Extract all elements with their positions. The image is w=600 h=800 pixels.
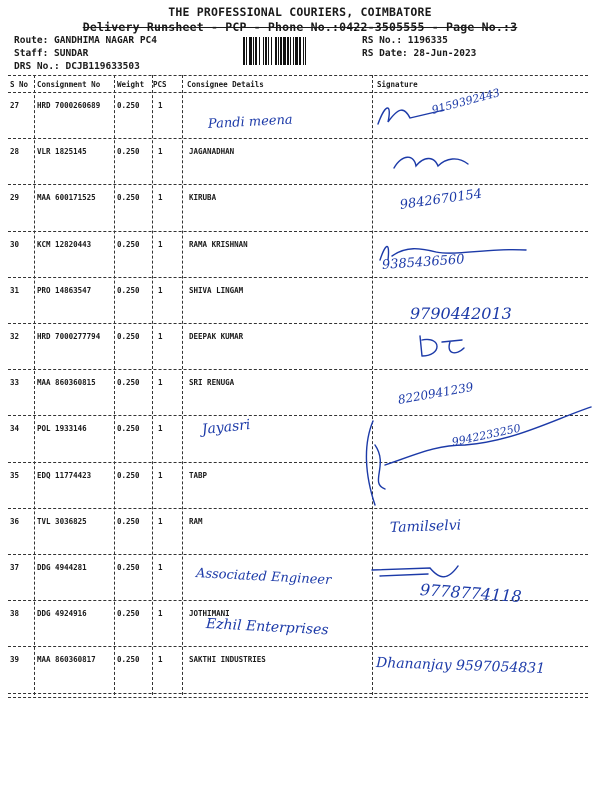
row-weight: 0.250 — [117, 424, 140, 434]
handwritten-signature-text: 9942233250 — [450, 421, 522, 449]
staff-label: Staff: SUNDAR — [14, 48, 89, 59]
row-consignee-details: JAGANADHAN — [189, 147, 235, 157]
row-consignment-no: PRO 14863547 — [37, 285, 92, 295]
row-consignee-details: JOTHIMANI — [189, 609, 230, 619]
signature-scribble — [355, 405, 595, 515]
handwritten-consignee-note: Pandi meena — [207, 112, 294, 132]
row-consignment-no: HRD 7000277794 — [37, 332, 101, 341]
row-divider — [8, 231, 588, 232]
handwritten-signature-text: 9778774118 — [419, 580, 523, 607]
row-weight: 0.250 — [117, 563, 140, 572]
runsheet-meta-right — [362, 34, 476, 60]
barcode-image — [242, 37, 357, 65]
row-weight: 0.250 — [117, 239, 140, 249]
row-divider — [8, 184, 588, 185]
row-pcs: 1 — [158, 516, 163, 526]
table-row — [0, 511, 600, 556]
row-pcs: 1 — [158, 563, 163, 572]
row-divider — [8, 693, 588, 694]
row-consignment-no: POL 1933146 — [37, 424, 87, 434]
table-row — [0, 187, 600, 232]
row-divider — [8, 554, 588, 555]
row-divider — [8, 323, 588, 324]
rs-number: RS No.: 1196335 — [362, 35, 448, 46]
row-weight: 0.250 — [117, 193, 140, 203]
row-sno: 35 — [10, 470, 20, 480]
row-weight: 0.250 — [117, 470, 140, 480]
row-pcs: 1 — [158, 332, 163, 341]
table-row — [0, 141, 600, 186]
row-weight: 0.250 — [117, 609, 140, 619]
handwritten-signature-text: 9790442013 — [410, 304, 512, 323]
row-divider — [8, 138, 588, 139]
row-divider — [8, 277, 588, 278]
row-sno: 33 — [10, 378, 20, 388]
col-header-pcs: PCS — [153, 80, 167, 89]
handwritten-signature-text: 9842670154 — [398, 186, 483, 213]
row-sno: 30 — [10, 239, 20, 249]
row-consignee-details: SRI RENUGA — [189, 378, 235, 388]
row-weight: 0.250 — [117, 378, 140, 388]
row-pcs: 1 — [158, 193, 163, 203]
row-consignment-no: DDG 4924916 — [37, 609, 87, 619]
drs-number: DRS No.: DCJB119633503 — [14, 61, 140, 72]
row-pcs: 1 — [158, 101, 163, 110]
row-sno: 31 — [10, 285, 20, 295]
handwritten-signature-text: 8220941239 — [396, 379, 475, 407]
row-sno: 34 — [10, 424, 20, 434]
row-consignment-no: DDG 4944281 — [37, 563, 87, 572]
signature-scribble — [374, 98, 454, 132]
row-consignment-no: KCM 12820443 — [37, 239, 92, 249]
row-consignee-details: SAKTHI INDUSTRIES — [189, 655, 266, 665]
handwritten-signature-text: Dhananjay 9597054831 — [375, 655, 546, 677]
row-sno: 32 — [10, 332, 20, 341]
signature-scribble — [376, 240, 536, 266]
row-pcs: 1 — [158, 655, 163, 665]
col-header-consignment: Consignment No — [37, 80, 101, 89]
row-sno: 36 — [10, 516, 20, 526]
row-pcs: 1 — [158, 147, 163, 157]
row-sno: 39 — [10, 655, 20, 665]
row-consignee-details: TABP — [189, 470, 208, 480]
row-consignment-no: MAA 600171525 — [37, 193, 96, 203]
row-sno: 37 — [10, 563, 20, 572]
row-consignee-details: KIRUBA — [189, 193, 217, 203]
rs-date: RS Date: 28-Jun-2023 — [362, 48, 477, 59]
row-weight: 0.250 — [117, 101, 140, 110]
table-header-rule — [8, 92, 588, 93]
company-title: THE PROFESSIONAL COURIERS, COIMBATORE — [168, 5, 432, 19]
col-header-details: Consignee Details — [187, 80, 264, 89]
row-consignment-no: MAA 860360817 — [37, 655, 96, 665]
row-consignee-details: SHIVA LINGAM — [189, 285, 244, 295]
route-label: Route: GANDHIMA NAGAR PC4 — [14, 35, 157, 46]
table-top-rule — [8, 75, 588, 76]
row-consignee-details: RAM — [189, 516, 203, 526]
handwritten-consignee-note: Jayasri — [201, 416, 252, 438]
signature-scribble — [370, 560, 460, 586]
row-sno: 27 — [10, 101, 20, 110]
row-sno: 38 — [10, 609, 20, 619]
row-weight: 0.250 — [117, 516, 140, 526]
row-consignment-no: VLR 1825145 — [37, 147, 87, 157]
row-weight: 0.250 — [117, 655, 140, 665]
handwritten-signature-text: 9385436560 — [381, 252, 466, 273]
handwritten-signature-text: 9159392443 — [430, 86, 502, 117]
table-row — [0, 326, 600, 371]
row-consignment-no: HRD 7000260689 — [37, 101, 101, 110]
signature-scribble — [388, 150, 478, 180]
row-weight: 0.250 — [117, 285, 140, 295]
handwritten-consignee-note: Ezhil Enterprises — [205, 616, 329, 639]
row-consignee-details: RAMA KRISHNAN — [189, 239, 248, 249]
handwritten-signature-text: Tamilselvi — [389, 517, 462, 536]
row-pcs: 1 — [158, 285, 163, 295]
row-pcs: 1 — [158, 239, 163, 249]
row-sno: 29 — [10, 193, 20, 203]
row-weight: 0.250 — [117, 332, 140, 341]
row-pcs: 1 — [158, 470, 163, 480]
table-bottom-rule — [8, 697, 588, 698]
runsheet-meta-left — [14, 34, 157, 73]
col-header-signature: Signature — [377, 80, 418, 89]
row-pcs: 1 — [158, 424, 163, 434]
handwritten-consignee-note: Associated Engineer — [195, 566, 332, 589]
row-consignment-no: MAA 860360815 — [37, 378, 96, 388]
row-divider — [8, 646, 588, 647]
row-divider — [8, 369, 588, 370]
signature-scribble — [412, 330, 472, 362]
row-weight: 0.250 — [117, 147, 140, 157]
row-pcs: 1 — [158, 378, 163, 388]
row-consignment-no: TVL 3036825 — [37, 516, 87, 526]
table-row — [0, 95, 600, 140]
row-pcs: 1 — [158, 609, 163, 619]
row-consignment-no: EDQ 11774423 — [37, 470, 92, 480]
runsheet-subtitle: Delivery Runsheet - PCP - Phone No.:0422-3505555 - Page No.:3 — [82, 20, 518, 34]
row-consignee-details: DEEPAK KUMAR — [189, 332, 244, 341]
row-sno: 28 — [10, 147, 20, 157]
col-header-weight: Weight — [117, 80, 145, 89]
col-header-sno: S No — [10, 80, 29, 89]
